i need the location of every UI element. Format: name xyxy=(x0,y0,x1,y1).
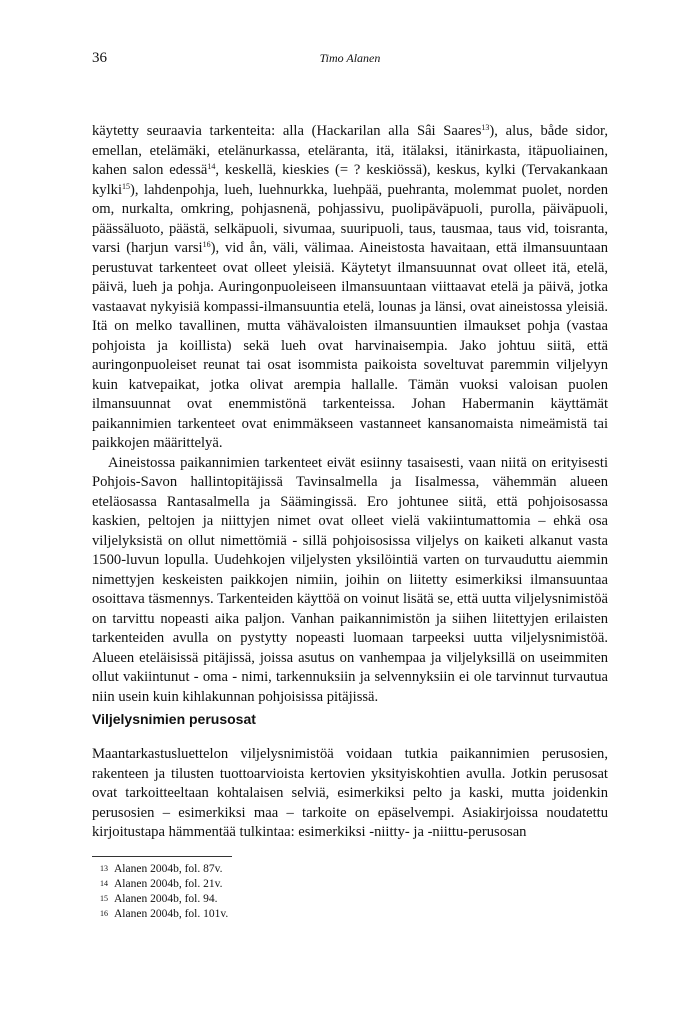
page-number: 36 xyxy=(92,50,107,66)
paragraph-1-part-1: käytetty seuraavia tarkenteita: alla (Hackarilan alla Sâi Saares xyxy=(92,123,482,139)
document-page xyxy=(92,0,608,1014)
section-heading: Viljelysnimien perusosat xyxy=(92,711,256,727)
footnote-text: Alanen 2004b, fol. 87v. xyxy=(114,863,223,875)
footnote-number: 16 xyxy=(100,909,108,918)
footnote xyxy=(100,877,500,892)
footnote-text: Alanen 2004b, fol. 101v. xyxy=(114,908,229,920)
footnote-ref-13: 13 xyxy=(481,123,490,132)
paragraph-2: Aineistossa paikannimien tarkenteet eivät esiinny tasaisesti, vaan niitä on erityisesti Pohjois-Savon hallintopitäjissä Tavinsalmella ja Iisalmessa, vähemmän alueen eteläosassa Rantasalmella ja Säämingissä. Ero johtunee siitä, että pohjoisosassa kaskien, peltojen ja niittyjen nimet ovat olleet vielä vakiintumattomia – ehkä osa viljelyksistä on ollut nimettömiä - sillä pohjoisosissa viljelys on kaiketi alkanut vasta 1500-luvun lopulla. Uudehkojen viljelysten yksilöintiä varten on turvauduttu aiemmin nimettyjen keskeisten paikkojen nimiin, joihin on liitetty esimerkiksi ilmansuuntaa osoittava täsmennys. Tarkenteiden käyttöä on voinut lisätä se, että uutta viljelysnimistöä on tarvittu nopeasti aika paljon. Vanhan paikannimistön ja siihen liitettyjen erilaisten tarkenteiden avulla on pystytty nopeasti luomaan tarpeeksi uutta viljelysnimistöä. Alueen eteläisissä pitäjissä, joissa asutus on vanhempaa ja viljelyksillä on useimmiten ollut vakiintunut - oma - nimi, tarkennuksiin ja selvennyksiin ei ole tarvinnut turvautua niin usein kuin kihlakunnan pohjoisissa pitäjissä. xyxy=(92,454,608,705)
footnote-number: 14 xyxy=(100,879,108,888)
page-header xyxy=(92,50,608,70)
footnote-ref-14: 14 xyxy=(207,162,216,171)
footnote-number: 15 xyxy=(100,894,108,903)
footnote xyxy=(100,892,500,907)
footnote xyxy=(100,907,500,922)
paragraph-1-part-4: ), lahdenpohja, lueh, luehnurkka, luehpää, puehranta, molemmat puolet, norden om, nurkalta, omkring, pohjasnenä, pohjassivu, puolipäväpuoli, purolla, päiväpuoli, päässäluoto, päästä, selkäpuoli, sivumaa, suuripuoli, taus, tausmaa, taus vid, toisranta, varsi (harjun varsi xyxy=(92,181,608,256)
paragraph-3: Maantarkastusluettelon viljelysnimistöä voidaan tutkia paikannimien perusosien, rakenteen ja tilusten tuottoarvioista kertovien yksityiskohtien avulla. Jotkin perusosat ovat tarkoitteeltaan kohtalaisen selviä, esimerkiksi pelto ja kaski, mutta joidenkin perusosien – esimerkiksi maa – tarkoite on epäselvempi. Asiakirjoissa noudatettu kirjoitustapa hämmentää tulkintaa: esimerkiksi -niitty- ja -niittu-perusosan xyxy=(92,746,608,840)
section-text xyxy=(92,745,608,843)
paragraph-1-part-2: ), alus, både sidor, emellan, etelämäki, etelänurkassa, eteläranta, itä, itälaksi, itänirkasta, itäpuoliainen, kahen salon edessä xyxy=(92,123,608,178)
running-head: Timo Alanen xyxy=(319,51,381,65)
main-text xyxy=(92,122,608,707)
paragraph-1 xyxy=(92,122,608,454)
footnotes xyxy=(100,862,500,922)
paragraph-1-part-3: , keskellä, kieskies (= ? keskiössä), keskus, kylki (Tervakankaan kylki xyxy=(92,162,608,198)
footnote xyxy=(100,862,500,877)
footnote-number: 13 xyxy=(100,864,108,873)
footnote-ref-16: 16 xyxy=(202,240,211,249)
footnote-ref-15: 15 xyxy=(122,181,130,191)
paragraph-1-part-5: ), vid ån, väli, välimaa. Aineistosta havaitaan, että ilmansuuntaan perustuvat tarkenteet ovat olleet yleisiä. Käytetyt ilmansuunnat ovat olleet itä, etelä, päivä, lueh ja pohja. Auringonpuoleiseen ilmansuuntaan viittaavat etelä ja päivä, jotka vastaavat nykyisiä kompassi-ilmansuuntia etelä, lounas ja länsi, ovat aineistossa yleisiä. Itä on melko tavallinen, mutta vähävaloisten ilmansuuntien ilmaukset pohja (vastaa pohjoista ja koillista) sekä lueh ovat harvinaisempia. Jako johtuu siitä, että auringonpuoleiset reunat tai osat isommista paikoista soveltuvat paremmin viljelyyn kuin katvepaikat, jotka olivat arempia hallalle. Tämän vuoksi valoisan puolen ilmansuunnat ovat enemmistönä tarkenteissa. Johan Habermanin käyttämät paikannimien tarkenteet ovat enimmäkseen vastanneet kansanomaista nimeämistä tai paikkojen määrittelyä. xyxy=(92,240,608,451)
footnote-text: Alanen 2004b, fol. 21v. xyxy=(114,878,223,890)
footnote-divider xyxy=(92,856,232,857)
footnote-text: Alanen 2004b, fol. 94. xyxy=(114,893,218,905)
